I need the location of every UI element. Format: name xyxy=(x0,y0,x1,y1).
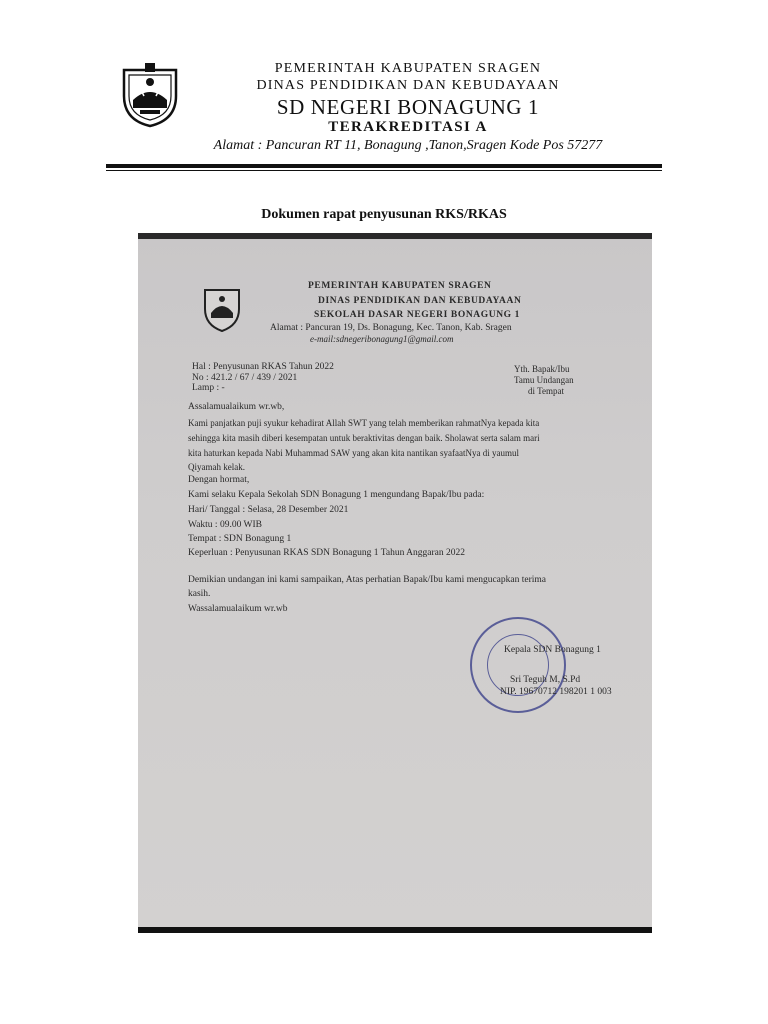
photo-purpose: Keperluan : Penyusunan RKAS SDN Bonagung 1 Tahun Anggaran 2022 xyxy=(188,548,466,558)
document-title: Dokumen rapat penyusunan RKS/RKAS xyxy=(261,207,507,222)
photo-head-2: DINAS PENDIDIKAN DAN KEBUDAYAAN xyxy=(318,296,522,306)
photo-no: No : 421.2 / 67 / 439 / 2021 xyxy=(192,373,298,383)
photo-emblem-icon xyxy=(202,285,242,333)
photo-para-line-4: Qiyamah kelak. xyxy=(188,462,245,472)
photo-to-2: Tamu Undangan xyxy=(514,375,574,385)
photo-edge-top xyxy=(138,233,652,239)
photo-edge-bottom xyxy=(138,927,652,933)
accreditation: TERAKREDITASI A xyxy=(328,119,488,135)
letter-photo xyxy=(138,233,652,933)
photo-para-line-3: kita haturkan kepada Nabi Muhammad SAW yang akan kita nantikan syafaatNya di yaumul xyxy=(188,448,520,458)
letterhead-line-2: DINAS PENDIDIKAN DAN KEBUDAYAAN xyxy=(256,78,560,93)
photo-greeting: Assalamualaikum wr.wb, xyxy=(188,402,285,412)
photo-invite: Kami selaku Kepala Sekolah SDN Bonagung 1 mengundang Bapak/Ibu pada: xyxy=(188,490,485,500)
photo-sign-nip: NIP. 19670712 198201 1 003 xyxy=(500,687,612,697)
photo-respect: Dengan hormat, xyxy=(188,475,250,485)
photo-sign-title: Kepala SDN Bonagung 1 xyxy=(504,645,601,655)
photo-sign-name: Sri Teguh M, S.Pd xyxy=(510,675,581,685)
photo-head-1: PEMERINTAH KABUPATEN SRAGEN xyxy=(308,281,492,291)
photo-hal: Hal : Penyusunan RKAS Tahun 2022 xyxy=(192,362,334,372)
photo-to-1: Yth. Bapak/Ibu xyxy=(514,364,570,374)
photo-head-4: Alamat : Pancuran 19, Ds. Bonagung, Kec. Tanon, Kab. Sragen xyxy=(270,323,512,333)
photo-closing-2: kasih. xyxy=(188,589,211,599)
photo-lamp: Lamp : - xyxy=(192,383,225,393)
photo-head-3: SEKOLAH DASAR NEGERI BONAGUNG 1 xyxy=(314,310,520,320)
photo-closing-1: Demikian undangan ini kami sampaikan, Atas perhatian Bapak/Ibu kami mengucapkan terima xyxy=(188,575,546,585)
school-address: Alamat : Pancuran RT 11, Bonagung ,Tanon,Sragen Kode Pos 57277 xyxy=(213,138,603,153)
photo-para-line-2: sehingga kita masih diberi kesempatan untuk beraktivitas dengan baik. Sholawat serta salam mari xyxy=(188,433,540,443)
photo-para-line-1: Kami panjatkan puji syukur kehadirat Allah SWT yang telah memberikan rahmatNya kepada kita xyxy=(188,418,540,428)
photo-to-3: di Tempat xyxy=(528,386,564,396)
photo-farewell: Wassalamualaikum wr.wb xyxy=(188,604,288,614)
photo-time: Waktu : 09.00 WIB xyxy=(188,520,262,530)
school-name: SD NEGERI BONAGUNG 1 xyxy=(276,95,540,119)
photo-place: Tempat : SDN Bonagung 1 xyxy=(188,534,292,544)
header-divider-thin xyxy=(106,170,662,171)
photo-date: Hari/ Tanggal : Selasa, 28 Desember 2021 xyxy=(188,505,349,515)
letterhead-line-1: PEMERINTAH KABUPATEN SRAGEN xyxy=(274,61,542,76)
photo-head-5: e-mail:sdnegeribonagung1@gmail.com xyxy=(310,334,454,344)
header-divider-thick xyxy=(106,164,662,168)
